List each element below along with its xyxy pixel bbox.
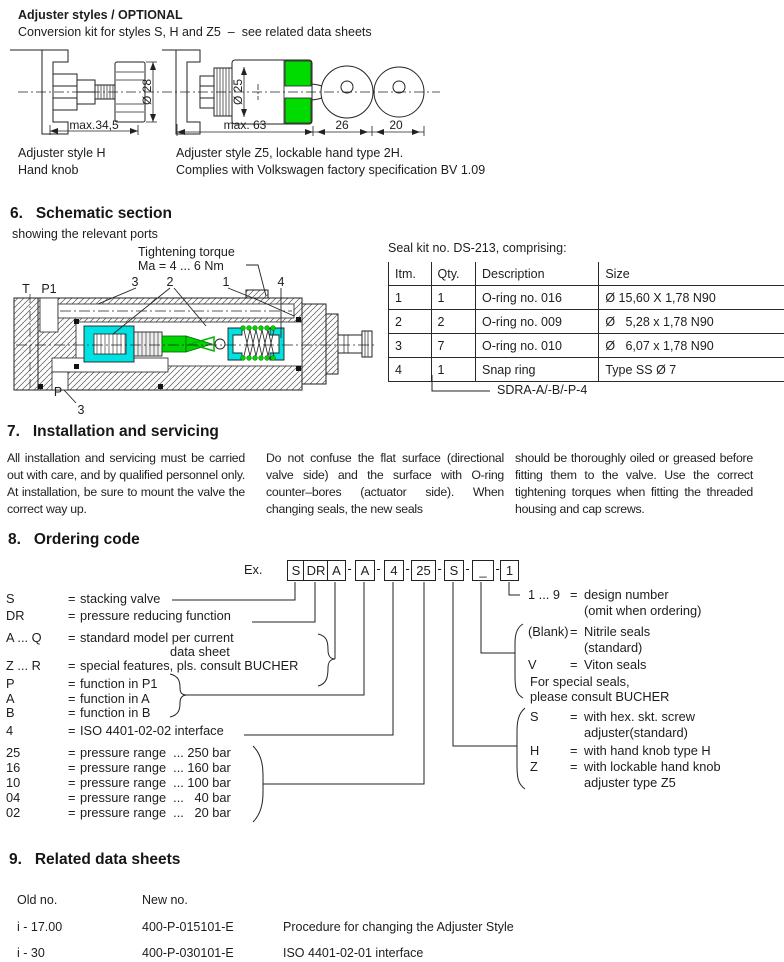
code-box-a2: A (355, 560, 375, 581)
seal-kit-footnote: SDRA-A/-B/-P-4 (497, 383, 588, 397)
legend-desc: pressure range ... 160 bar (80, 760, 231, 775)
legend-desc: with hex. skt. screw (584, 709, 695, 724)
legend-desc: design number (584, 587, 669, 602)
item-2-label: 2 (166, 275, 174, 289)
old-no-header: Old no. (17, 893, 58, 907)
dim-20: 20 (389, 118, 403, 132)
port-p1-label: P1 (41, 282, 57, 296)
dim-max-63: max. 63 (223, 118, 267, 132)
dim-dia-28: Ø 28 (140, 78, 154, 106)
legend-note: For special seals, (530, 674, 630, 689)
related-row-desc: ISO 4401-02-01 interface (283, 946, 424, 960)
legend-desc: pressure reducing function (80, 608, 231, 623)
seal-kit-header-row (389, 262, 784, 286)
col-header-size: Size (599, 262, 784, 286)
torque-label-1: Tightening torque (138, 245, 235, 259)
legend-code: P (6, 676, 15, 691)
cell-desc: Snap ring (476, 358, 599, 382)
dim-max-345: max.34,5 (69, 118, 119, 132)
col-header-desc: Description (476, 262, 599, 286)
code-box-1: 1 (500, 560, 519, 581)
cell-desc: O-ring no. 016 (476, 286, 599, 310)
legend-eq: = (68, 676, 76, 691)
legend-code: 02 (6, 805, 21, 820)
legend-desc: function in P1 (80, 676, 158, 691)
legend-eq: = (68, 608, 76, 623)
section6-subtitle: showing the relevant ports (12, 227, 158, 241)
cell-qty: 7 (431, 334, 475, 358)
legend-desc-cont: (omit when ordering) (584, 603, 702, 618)
legend-eq: = (570, 657, 578, 672)
code-dash: - (437, 561, 442, 576)
cell-size: Ø 15,60 X 1,78 N90 (599, 286, 784, 310)
legend-desc-cont: (standard) (584, 640, 643, 655)
cell-itm: 1 (389, 286, 432, 310)
item-3-label: 3 (131, 275, 139, 289)
legend-desc: standard model per current (80, 630, 234, 645)
legend-desc: pressure range ... 20 bar (80, 805, 231, 820)
style-h-caption-1: Adjuster style H (18, 146, 106, 160)
code-box-s2: S (444, 560, 464, 581)
legend-desc: pressure range ... 100 bar (80, 775, 231, 790)
ordering-example-label: Ex. (244, 562, 263, 577)
section7-heading: 7. Installation and servicing (7, 423, 219, 440)
legend-eq: = (570, 624, 578, 639)
port-p-label: P (53, 385, 63, 399)
related-row-new: 400-P-030101-E (142, 946, 234, 960)
code-dash: - (376, 561, 381, 576)
legend-note: please consult BUCHER (530, 689, 670, 704)
table-row (389, 286, 784, 310)
legend-code: V (528, 657, 537, 672)
legend-eq: = (570, 759, 578, 774)
legend-code: B (6, 705, 15, 720)
legend-desc: pressure range ... 250 bar (80, 745, 231, 760)
legend-desc: stacking valve (80, 591, 161, 606)
cell-qty: 1 (431, 358, 475, 382)
legend-code: 4 (6, 723, 14, 738)
legend-desc-cont: adjuster(standard) (584, 725, 688, 740)
legend-code: S (530, 709, 539, 724)
code-dash: - (465, 561, 470, 576)
legend-desc-cont: adjuster type Z5 (584, 775, 676, 790)
legend-code: 25 (6, 745, 21, 760)
legend-code: A (6, 691, 15, 706)
style-z5-caption-1: Adjuster style Z5, lockable hand type 2H. (176, 146, 404, 160)
item-4-label: 4 (277, 275, 285, 289)
code-box-s: S (287, 560, 305, 581)
legend-code: 04 (6, 790, 21, 805)
legend-eq: = (68, 691, 76, 706)
new-no-header: New no. (142, 893, 188, 907)
legend-eq: = (68, 760, 76, 775)
cell-size: Ø 6,07 x 1,78 N90 (599, 334, 784, 358)
item-1-label: 1 (222, 275, 230, 289)
code-box-25: 25 (411, 560, 436, 581)
port-t-label: T (22, 282, 30, 296)
legend-code: 16 (6, 760, 21, 775)
legend-code: A ... Q (6, 630, 42, 645)
legend-desc: with hand knob type H (584, 743, 711, 758)
adjuster-title: Adjuster styles / OPTIONAL (18, 8, 183, 22)
legend-code: 1 ... 9 (528, 587, 561, 602)
code-box-4: 4 (384, 560, 404, 581)
legend-eq: = (570, 709, 578, 724)
legend-eq: = (68, 658, 76, 673)
related-row-desc: Procedure for changing the Adjuster Style (283, 920, 514, 934)
cell-desc: O-ring no. 010 (476, 334, 599, 358)
cell-itm: 3 (389, 334, 432, 358)
style-h-caption-2: Hand knob (18, 163, 79, 177)
table-row (389, 334, 784, 358)
legend-code: (Blank) (528, 624, 569, 639)
section6-heading: 6. Schematic section (10, 205, 172, 222)
col-header-itm: Itm. (389, 262, 432, 286)
legend-eq: = (68, 805, 76, 820)
torque-label-2: Ma = 4 ... 6 Nm (138, 259, 224, 273)
legend-eq: = (570, 743, 578, 758)
legend-code: Z (530, 759, 538, 774)
table-row (389, 310, 784, 334)
dim-dia-25: Ø 25 (231, 78, 245, 106)
legend-code: DR (6, 608, 25, 623)
code-box-dr: DR (303, 560, 329, 581)
legend-desc: pressure range ... 40 bar (80, 790, 231, 805)
legend-code: H (530, 743, 540, 758)
legend-desc: Nitrile seals (584, 624, 651, 639)
legend-eq: = (68, 745, 76, 760)
section9-heading: 9. Related data sheets (9, 851, 181, 868)
legend-desc: Viton seals (584, 657, 647, 672)
related-row-old: i - 30 (17, 946, 45, 960)
legend-desc: function in B (80, 705, 151, 720)
code-dash: - (405, 561, 410, 576)
cell-size: Type SS Ø 7 (599, 358, 784, 382)
style-z5-caption-2: Complies with Volkswagen factory specification BV 1.09 (176, 163, 486, 177)
code-dash: - (495, 561, 500, 576)
legend-eq: = (570, 587, 578, 602)
dim-26: 26 (335, 118, 349, 132)
section7-col3: should be thoroughly oiled or greased before fitting them to the valve. Use the correct tightening torques when fitting the threaded housing and cap screws. (515, 451, 753, 516)
section8-heading: 8. Ordering code (8, 531, 140, 548)
adjuster-subtitle: Conversion kit for styles S, H and Z5 – see related data sheets (18, 25, 372, 39)
cell-size: Ø 5,28 x 1,78 N90 (599, 310, 784, 334)
legend-code: 10 (6, 775, 21, 790)
legend-desc: with lockable hand knob (584, 759, 721, 774)
related-row-new: 400-P-015101-E (142, 920, 234, 934)
cell-itm: 2 (389, 310, 432, 334)
legend-code: S (6, 591, 15, 606)
seal-kit-table (388, 262, 784, 382)
section7-col1: All installation and servicing must be carried out with care, and by qualified personnel only. At installation, be sure to mount the valve the correct way up. (7, 451, 245, 516)
legend-desc: function in A (80, 691, 150, 706)
code-box-blank: _ (472, 560, 494, 581)
col-header-qty: Qty. (431, 262, 475, 286)
legend-code: Z ... R (6, 658, 41, 673)
section7-col2: Do not confuse the flat surface (directional valve side) and the surface with O-ring counter–bores (actuator side). When changing seals, the new seals (266, 451, 504, 516)
related-row-old: i - 17.00 (17, 920, 63, 934)
legend-eq: = (68, 591, 76, 606)
legend-desc: ISO 4401-02-02 interface (80, 723, 224, 738)
cell-desc: O-ring no. 009 (476, 310, 599, 334)
legend-eq: = (68, 630, 76, 645)
item-3b-label: 3 (77, 403, 85, 417)
legend-eq: = (68, 775, 76, 790)
cell-qty: 2 (431, 310, 475, 334)
code-box-a1: A (327, 560, 346, 581)
adjuster-drawings (0, 40, 470, 144)
legend-eq: = (68, 723, 76, 738)
cell-itm: 4 (389, 358, 432, 382)
cell-qty: 1 (431, 286, 475, 310)
legend-desc-cont: data sheet (170, 644, 230, 659)
legend-eq: = (68, 790, 76, 805)
code-dash: - (347, 561, 352, 576)
legend-eq: = (68, 705, 76, 720)
schematic-drawing (0, 238, 380, 420)
seal-kit-title: Seal kit no. DS-213, comprising: (388, 241, 567, 255)
legend-desc: special features, pls. consult BUCHER (80, 658, 299, 673)
